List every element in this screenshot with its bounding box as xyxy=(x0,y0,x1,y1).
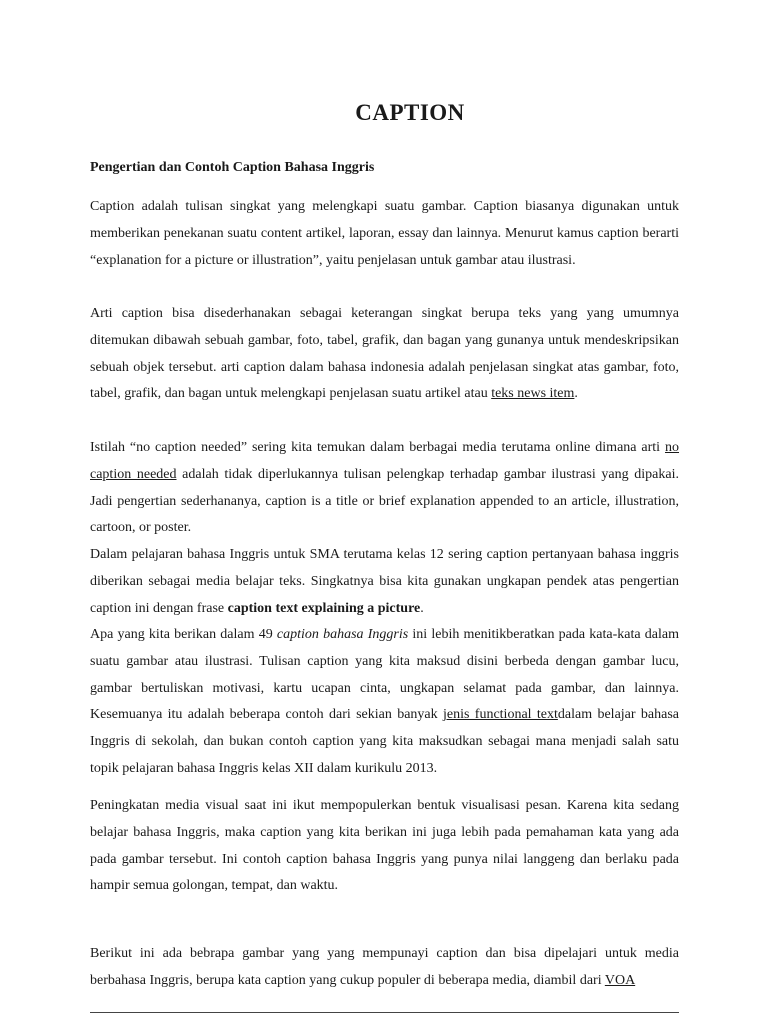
italic-phrase: caption bahasa Inggris xyxy=(276,627,409,642)
link-teks-news-item[interactable]: teks news item xyxy=(491,386,575,402)
paragraph-text: Dalam pelajaran bahasa Inggris untuk SMA terutama kelas 12 sering caption pertanyaan bahasa inggris diberikan sebagai media belajar teks. Singkatnya bisa kita gunakan ungkapan pendek atas pengertian caption ini dengan frase xyxy=(90,547,679,616)
paragraph-text: adalah tidak diperlukannya tulisan pelengkap terhadap gambar ilustrasi yang dipakai. Jadi pengertian sederhananya, caption is a title or brief explanation appended to an article, illustration, cartoon, or poster. xyxy=(90,466,679,536)
paragraph-meaning xyxy=(90,301,679,408)
paragraph-no-caption-needed xyxy=(90,435,679,542)
paragraph-visual-media: Peningkatan media visual saat ini ikut mempopulerkan bentuk visualisasi pesan. Karena kita sedang belajar bahasa Inggris, maka caption yang kita berikan ini juga lebih pada pemahaman kata yang ada pada gambar tersebut. Ini contoh caption bahasa Inggris yang punya nilai langgeng dan berlaku pada hampir semua golongan, tempat, dan waktu. xyxy=(90,798,679,894)
link-no-caption-needed[interactable]: no caption needed xyxy=(90,440,679,482)
paragraph-text: ini lebih menitikberatkan pada kata-kata dalam suatu gambar atau ilustrasi. Tulisan caption yang kita maksud disini berbeda dengan gambar lucu, gambar bertuliskan motivasi, kartu ucapan cinta, ungkapan selamat pada gambar, dan lainnya. Kesemuanya itu adalah beberapa contoh dari sekian banyak xyxy=(90,627,680,723)
paragraph-text: dalam belajar bahasa Inggris di sekolah, dan bukan contoh caption yang kita maksudkan sebagai mana menjadi salah satu topik pelajaran bahasa Inggris kelas XII dalam kurikulu 2013. xyxy=(90,707,679,776)
paragraph-49-captions xyxy=(90,622,679,783)
paragraph-text: Berikut ini ada bebrapa gambar yang yang mempunayi caption dan bisa dipelajari untuk media berbahasa Inggris, berupa kata caption yang cukup populer di beberapa media, diambil dari xyxy=(90,946,679,988)
paragraph-text: Istilah “no caption needed” sering kita temukan dalam berbagai media terutama online dimana arti xyxy=(90,440,665,455)
paragraph-text: . xyxy=(420,600,424,616)
page-title: CAPTION xyxy=(355,100,465,125)
paragraph-text: Arti caption bisa disederhanakan sebagai keterangan singkat berupa teks yang yang umumnya ditemukan dibawah sebuah gambar, foto, tabel, grafik, dan bagan yang gunanya untuk mendeskripsikan sebuah objek tersebut. arti caption dalam bahasa indonesia adalah penjelasan singkat atas gambar, foto, tabel, grafik, dan bagan untuk melengkapi penjelasan suatu artikel atau xyxy=(90,306,679,402)
paragraph-definition: Caption adalah tulisan singkat yang melengkapi suatu gambar. Caption biasanya digunakan untuk memberikan penekanan suatu content artikel, laporan, essay dan lainnya. Menurut kamus caption berarti “explanation for a picture or illustration”, yaitu penjelasan untuk gambar atau ilustrasi. xyxy=(90,199,679,268)
section-heading: Pengertian dan Contoh Caption Bahasa Inggris xyxy=(90,160,375,175)
link-voa[interactable]: VOA xyxy=(604,972,636,988)
bold-phrase: caption text explaining a picture xyxy=(227,600,421,616)
paragraph-text: Apa yang kita berikan dalam 49 xyxy=(90,627,277,642)
page-bottom-rule xyxy=(90,1012,679,1013)
paragraph-text: . xyxy=(574,386,578,402)
paragraph-sma-lesson xyxy=(90,542,679,622)
link-jenis-functional-text[interactable]: jenis functional text xyxy=(443,707,558,723)
paragraph-examples-intro xyxy=(90,941,679,995)
